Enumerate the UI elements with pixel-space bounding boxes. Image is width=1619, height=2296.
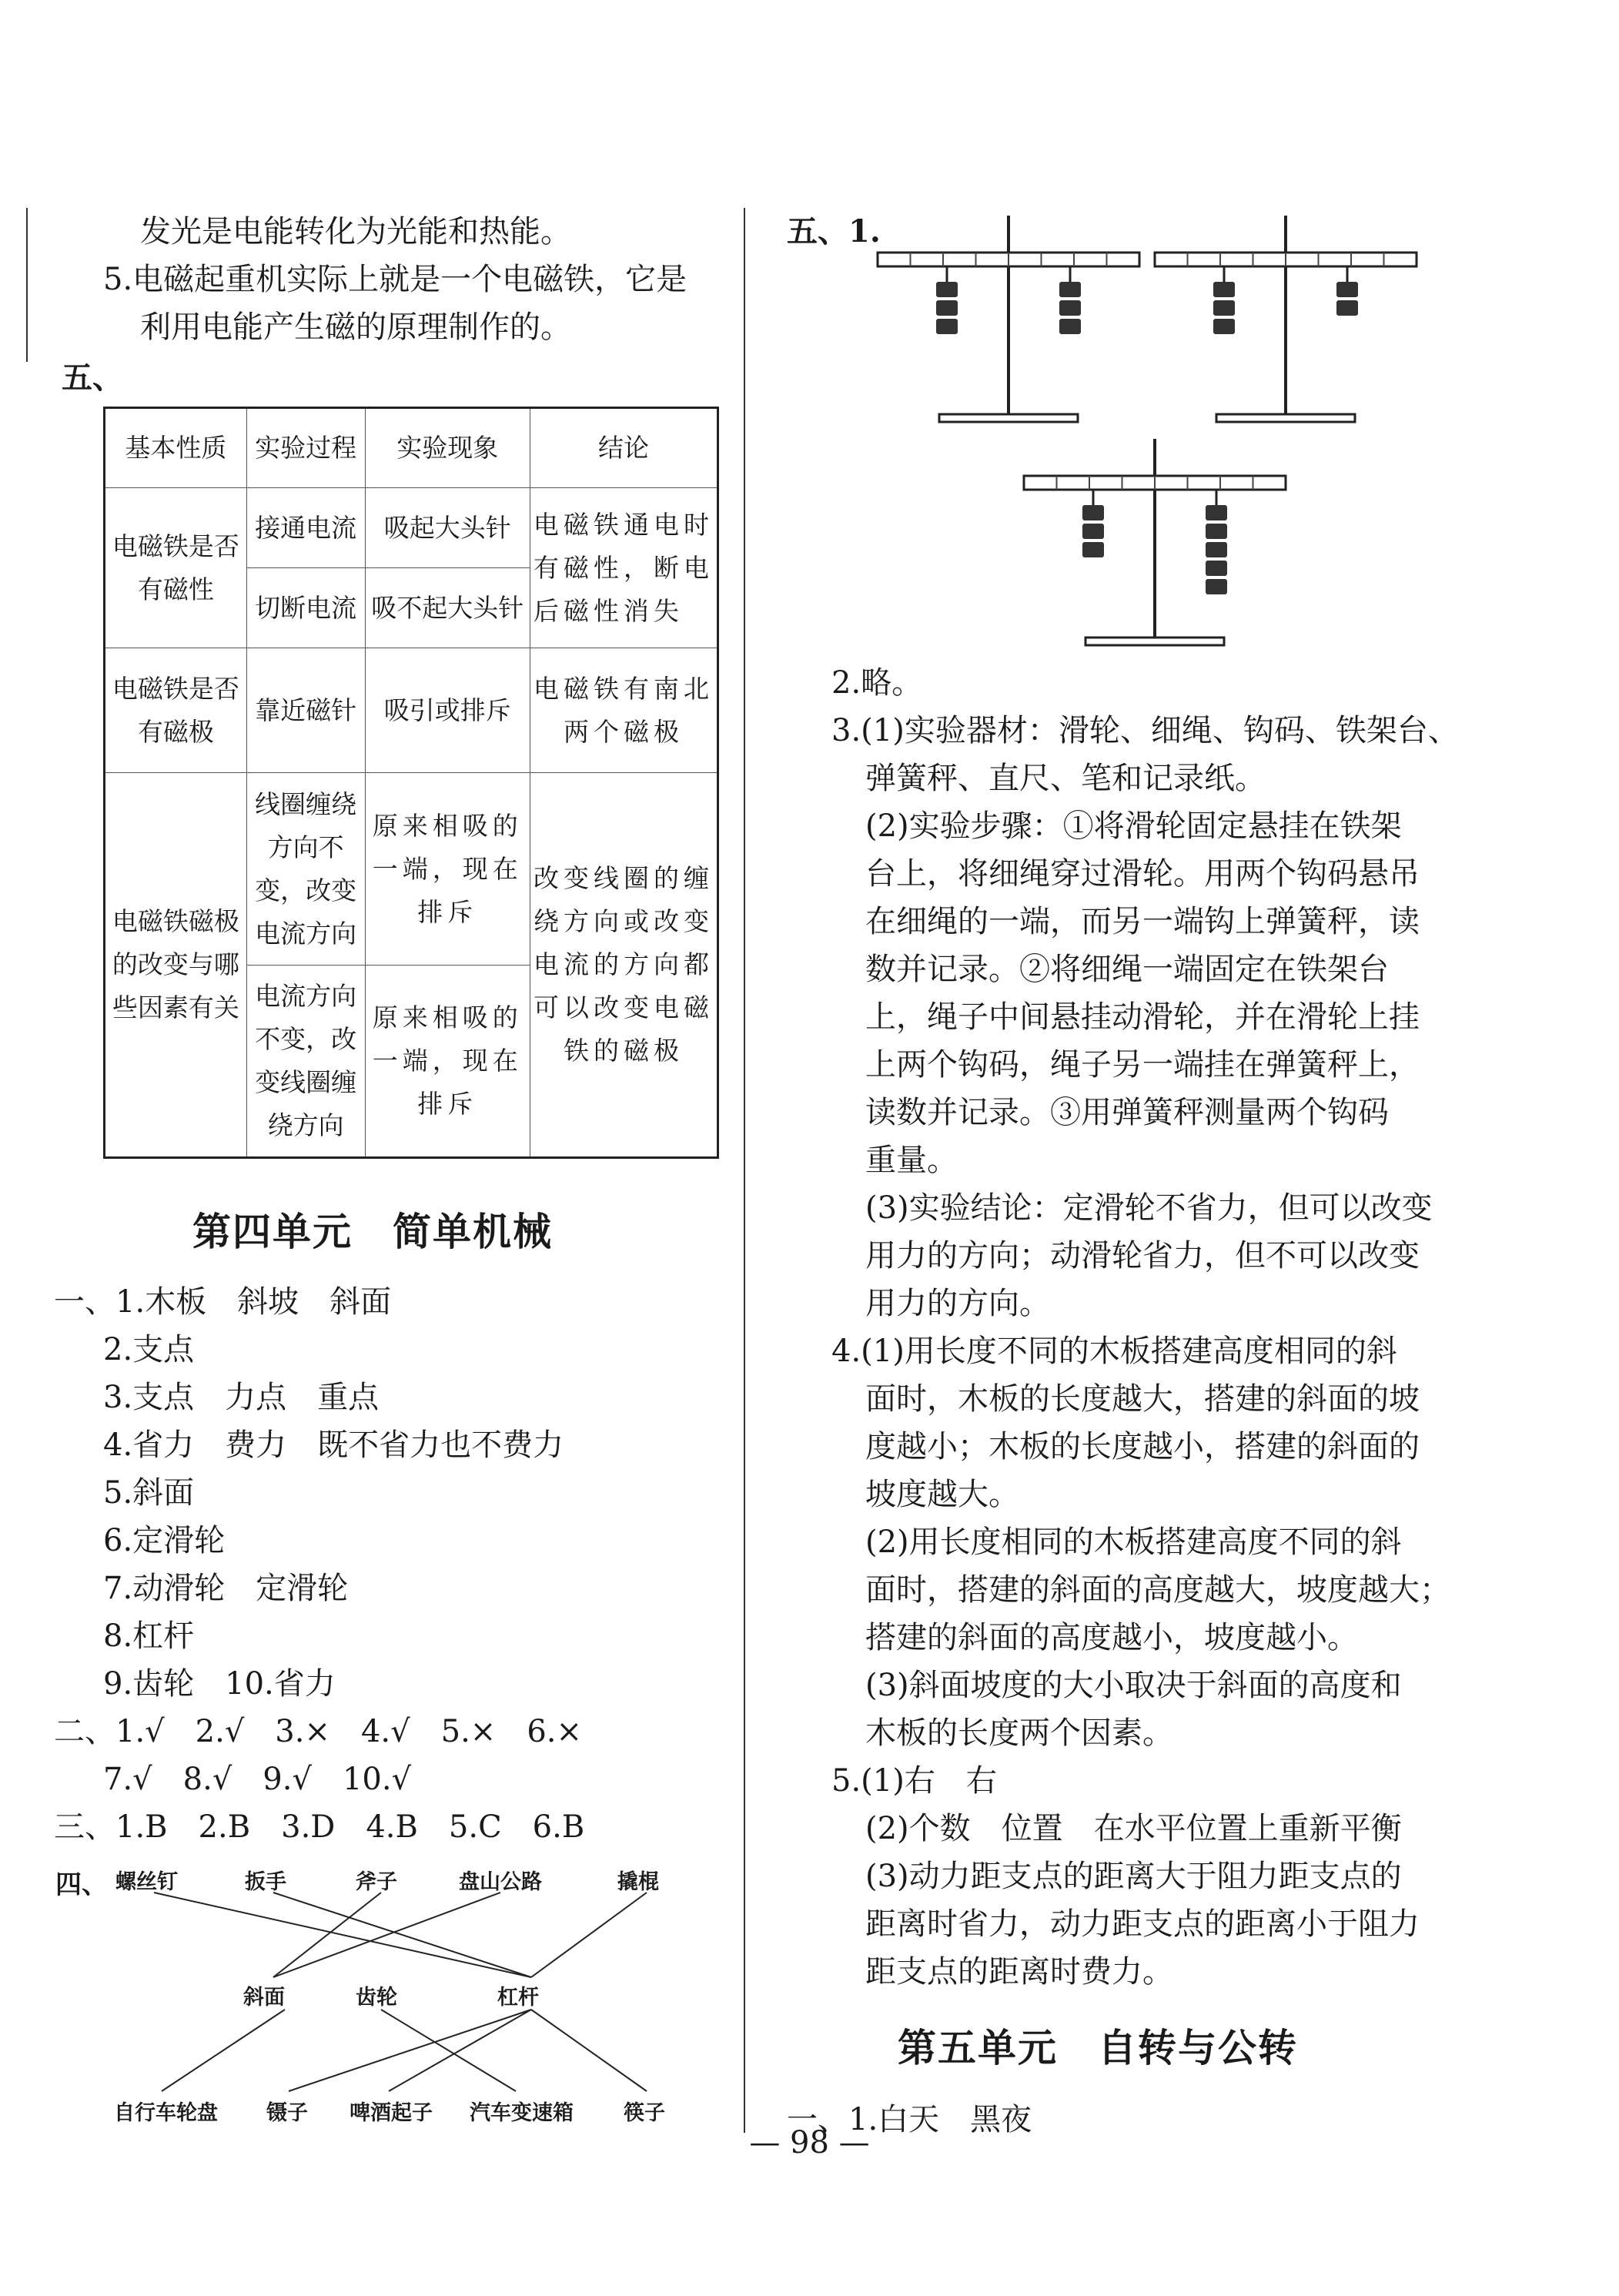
hook-weight xyxy=(1213,319,1235,334)
right-line: 5.(1)右 右 xyxy=(831,1763,997,1799)
unit4-line: 7.√ 8.√ 9.√ 10.√ xyxy=(103,1762,412,1797)
left-line-2: 5.电磁起重机实际上就是一个电磁铁，它是 xyxy=(103,262,687,297)
right-line: 重量。 xyxy=(865,1143,958,1178)
left-line-1: 发光是电能转化为光能和热能。 xyxy=(140,214,571,249)
right-line: 距离时省力，动力距支点的距离小于阻力 xyxy=(865,1906,1420,1942)
table-header: 基本性质 xyxy=(105,408,247,488)
match-bottom-item: 镊子 xyxy=(266,2101,308,2125)
right-line: (3)斜面坡度的大小取决于斜面的高度和 xyxy=(865,1668,1402,1703)
right-line: (2)个数 位置 在水平位置上重新平衡 xyxy=(865,1811,1402,1846)
right-line: 坡度越大。 xyxy=(865,1477,1019,1512)
table-cell: 吸引或排斥 xyxy=(365,648,530,773)
right-line: 读数并记录。③用弹簧秤测量两个钩码 xyxy=(865,1095,1389,1130)
unit4-line: 2.支点 xyxy=(103,1332,195,1367)
match-line xyxy=(531,2010,647,2091)
matching-lines xyxy=(0,0,744,2296)
hook-weight xyxy=(1213,282,1235,297)
right-line: 面时，木板的长度越大，搭建的斜面的坡 xyxy=(865,1381,1420,1417)
unit4-line: 9.齿轮 10.省力 xyxy=(103,1666,336,1702)
hook-weight xyxy=(1082,542,1104,557)
hook-weight xyxy=(1206,542,1227,557)
match-top-item: 斧子 xyxy=(356,1870,397,1894)
table-header: 实验过程 xyxy=(246,408,365,488)
match-line xyxy=(273,1893,381,1977)
right-line: 用力的方向；动滑轮省力，但不可以改变 xyxy=(865,1238,1420,1274)
right-line: 上两个钩码，绳子另一端挂在弹簧秤上， xyxy=(865,1047,1420,1083)
unit4-line: 8.杠杆 xyxy=(103,1618,195,1654)
hook-weight xyxy=(936,282,958,297)
right-line: 数并记录。②将细绳一端固定在铁架台 xyxy=(865,952,1389,987)
unit4-line: 4.省力 费力 既不省力也不费力 xyxy=(103,1427,564,1463)
right-line: 4.(1)用长度不同的木板搭建高度相同的斜 xyxy=(831,1334,1397,1369)
unit5-line: 一、1.白天 黑夜 xyxy=(787,2102,1032,2137)
match-line xyxy=(154,1893,531,1977)
right-line: (3)实验结论：定滑轮不省力，但可以改变 xyxy=(865,1190,1433,1226)
table-cell: 原来相吸的一端，现在排斥 xyxy=(365,966,530,1158)
match-bottom-item: 啤酒起子 xyxy=(350,2101,433,2125)
right-line: 上，绳子中间悬挂动滑轮，并在滑轮上挂 xyxy=(865,999,1420,1035)
table-cell: 电磁铁有南北两个磁极 xyxy=(530,648,718,773)
hook-weight xyxy=(936,319,958,334)
stand-base xyxy=(1085,638,1224,645)
table-cell: 电磁铁磁极的改变与哪些因素有关 xyxy=(105,773,247,1158)
right-line: 木板的长度两个因素。 xyxy=(865,1715,1173,1751)
hook-weight xyxy=(1082,505,1104,520)
unit4-line: 6.定滑轮 xyxy=(103,1523,226,1558)
lever-diagrams xyxy=(847,208,1447,654)
match-line xyxy=(273,1893,531,1977)
match-mid-item: 杠杆 xyxy=(497,1986,539,2010)
right-line: 用力的方向。 xyxy=(865,1286,1050,1321)
match-line xyxy=(531,1893,647,1977)
table-cell: 电磁铁是否有磁极 xyxy=(105,648,247,773)
stand-base xyxy=(1216,414,1355,422)
unit4-line: 7.动滑轮 定滑轮 xyxy=(103,1571,349,1606)
matching-label: 四、 xyxy=(55,1869,108,1900)
hook-weight xyxy=(1059,300,1081,316)
right-line: 台上，将细绳穿过滑轮。用两个钩码悬吊 xyxy=(865,856,1420,892)
left-line-3: 利用电能产生磁的原理制作的。 xyxy=(140,310,571,345)
right-section-five-label: 五、1. xyxy=(787,213,881,249)
unit4-line: 5.斜面 xyxy=(103,1475,195,1511)
right-line: (3)动力距支点的距离大于阻力距支点的 xyxy=(865,1859,1402,1894)
unit-four-title: 第四单元 简单机械 xyxy=(192,1210,553,1254)
right-line: 3.(1)实验器材：滑轮、细绳、钩码、铁架台、 xyxy=(831,713,1459,748)
match-mid-item: 斜面 xyxy=(243,1986,285,2010)
hook-weight xyxy=(1059,282,1081,297)
right-line: 在细绳的一端，而另一端钩上弹簧秤，读 xyxy=(865,904,1420,939)
hook-weight xyxy=(1336,282,1358,297)
table-cell: 吸起大头针 xyxy=(365,488,530,568)
right-line: 面时，搭建的斜面的高度越大，坡度越大； xyxy=(865,1572,1450,1608)
right-line: 2.略。 xyxy=(831,665,923,701)
hook-weight xyxy=(936,300,958,316)
match-bottom-item: 汽车变速箱 xyxy=(470,2101,574,2125)
match-top-item: 扳手 xyxy=(245,1870,286,1894)
unit4-line: 三、1.B 2.B 3.D 4.B 5.C 6.B xyxy=(54,1809,585,1845)
unit4-line: 3.支点 力点 重点 xyxy=(103,1380,380,1415)
table-cell: 接通电流 xyxy=(246,488,365,568)
page-number: — 98 — xyxy=(749,2125,870,2160)
match-top-item: 螺丝钉 xyxy=(115,1870,178,1894)
match-line xyxy=(273,1893,500,1977)
match-mid-item: 齿轮 xyxy=(356,1986,397,2010)
hook-weight xyxy=(1206,524,1227,539)
unit4-line: 二、1.√ 2.√ 3.× 4.√ 5.× 6.× xyxy=(54,1714,582,1749)
table-cell: 电磁铁通电时有磁性，断电后磁性消失 xyxy=(530,488,718,648)
right-line: (2)实验步骤：①将滑轮固定悬挂在铁架 xyxy=(865,808,1402,844)
stand-base xyxy=(939,414,1078,422)
right-line: 搭建的斜面的高度越小，坡度越小。 xyxy=(865,1620,1358,1655)
unit4-line: 一、1.木板 斜坡 斜面 xyxy=(54,1284,392,1320)
right-line: (2)用长度相同的木板搭建高度不同的斜 xyxy=(865,1525,1402,1560)
match-top-item: 撬棍 xyxy=(617,1870,659,1894)
right-line: 距支点的距离时费力。 xyxy=(865,1954,1173,1990)
table-cell: 靠近磁针 xyxy=(246,648,365,773)
table-cell: 电磁铁是否有磁性 xyxy=(105,488,247,648)
match-line xyxy=(162,2010,285,2091)
match-bottom-item: 筷子 xyxy=(624,2101,665,2125)
column-divider xyxy=(744,208,745,2133)
hook-weight xyxy=(1206,579,1227,594)
hook-weight xyxy=(1336,300,1358,316)
table-cell: 原来相吸的一端，现在排斥 xyxy=(365,773,530,966)
right-line: 度越小；木板的长度越小，搭建的斜面的 xyxy=(865,1429,1420,1464)
unit-five-title: 第五单元 自转与公转 xyxy=(898,2026,1298,2070)
match-bottom-item: 自行车轮盘 xyxy=(114,2101,218,2125)
table-cell: 电流方向不变，改变线圈缠绕方向 xyxy=(246,966,365,1158)
table-cell: 改变线圈的缠绕方向或改变电流的方向都可以改变电磁铁的磁极 xyxy=(530,773,718,1158)
hook-weight xyxy=(1082,524,1104,539)
table-header: 结论 xyxy=(530,408,718,488)
hook-weight xyxy=(1213,300,1235,316)
table-cell: 吸不起大头针 xyxy=(365,568,530,648)
table-cell: 切断电流 xyxy=(246,568,365,648)
match-top-item: 盘山公路 xyxy=(459,1870,542,1894)
table-header: 实验现象 xyxy=(365,408,530,488)
section-five-label: 五、 xyxy=(62,360,123,396)
hook-weight xyxy=(1206,561,1227,576)
hook-weight xyxy=(1206,505,1227,520)
right-line: 弹簧秤、直尺、笔和记录纸。 xyxy=(865,761,1266,796)
hook-weight xyxy=(1059,319,1081,334)
table-cell: 线圈缠绕方向不变，改变电流方向 xyxy=(246,773,365,966)
